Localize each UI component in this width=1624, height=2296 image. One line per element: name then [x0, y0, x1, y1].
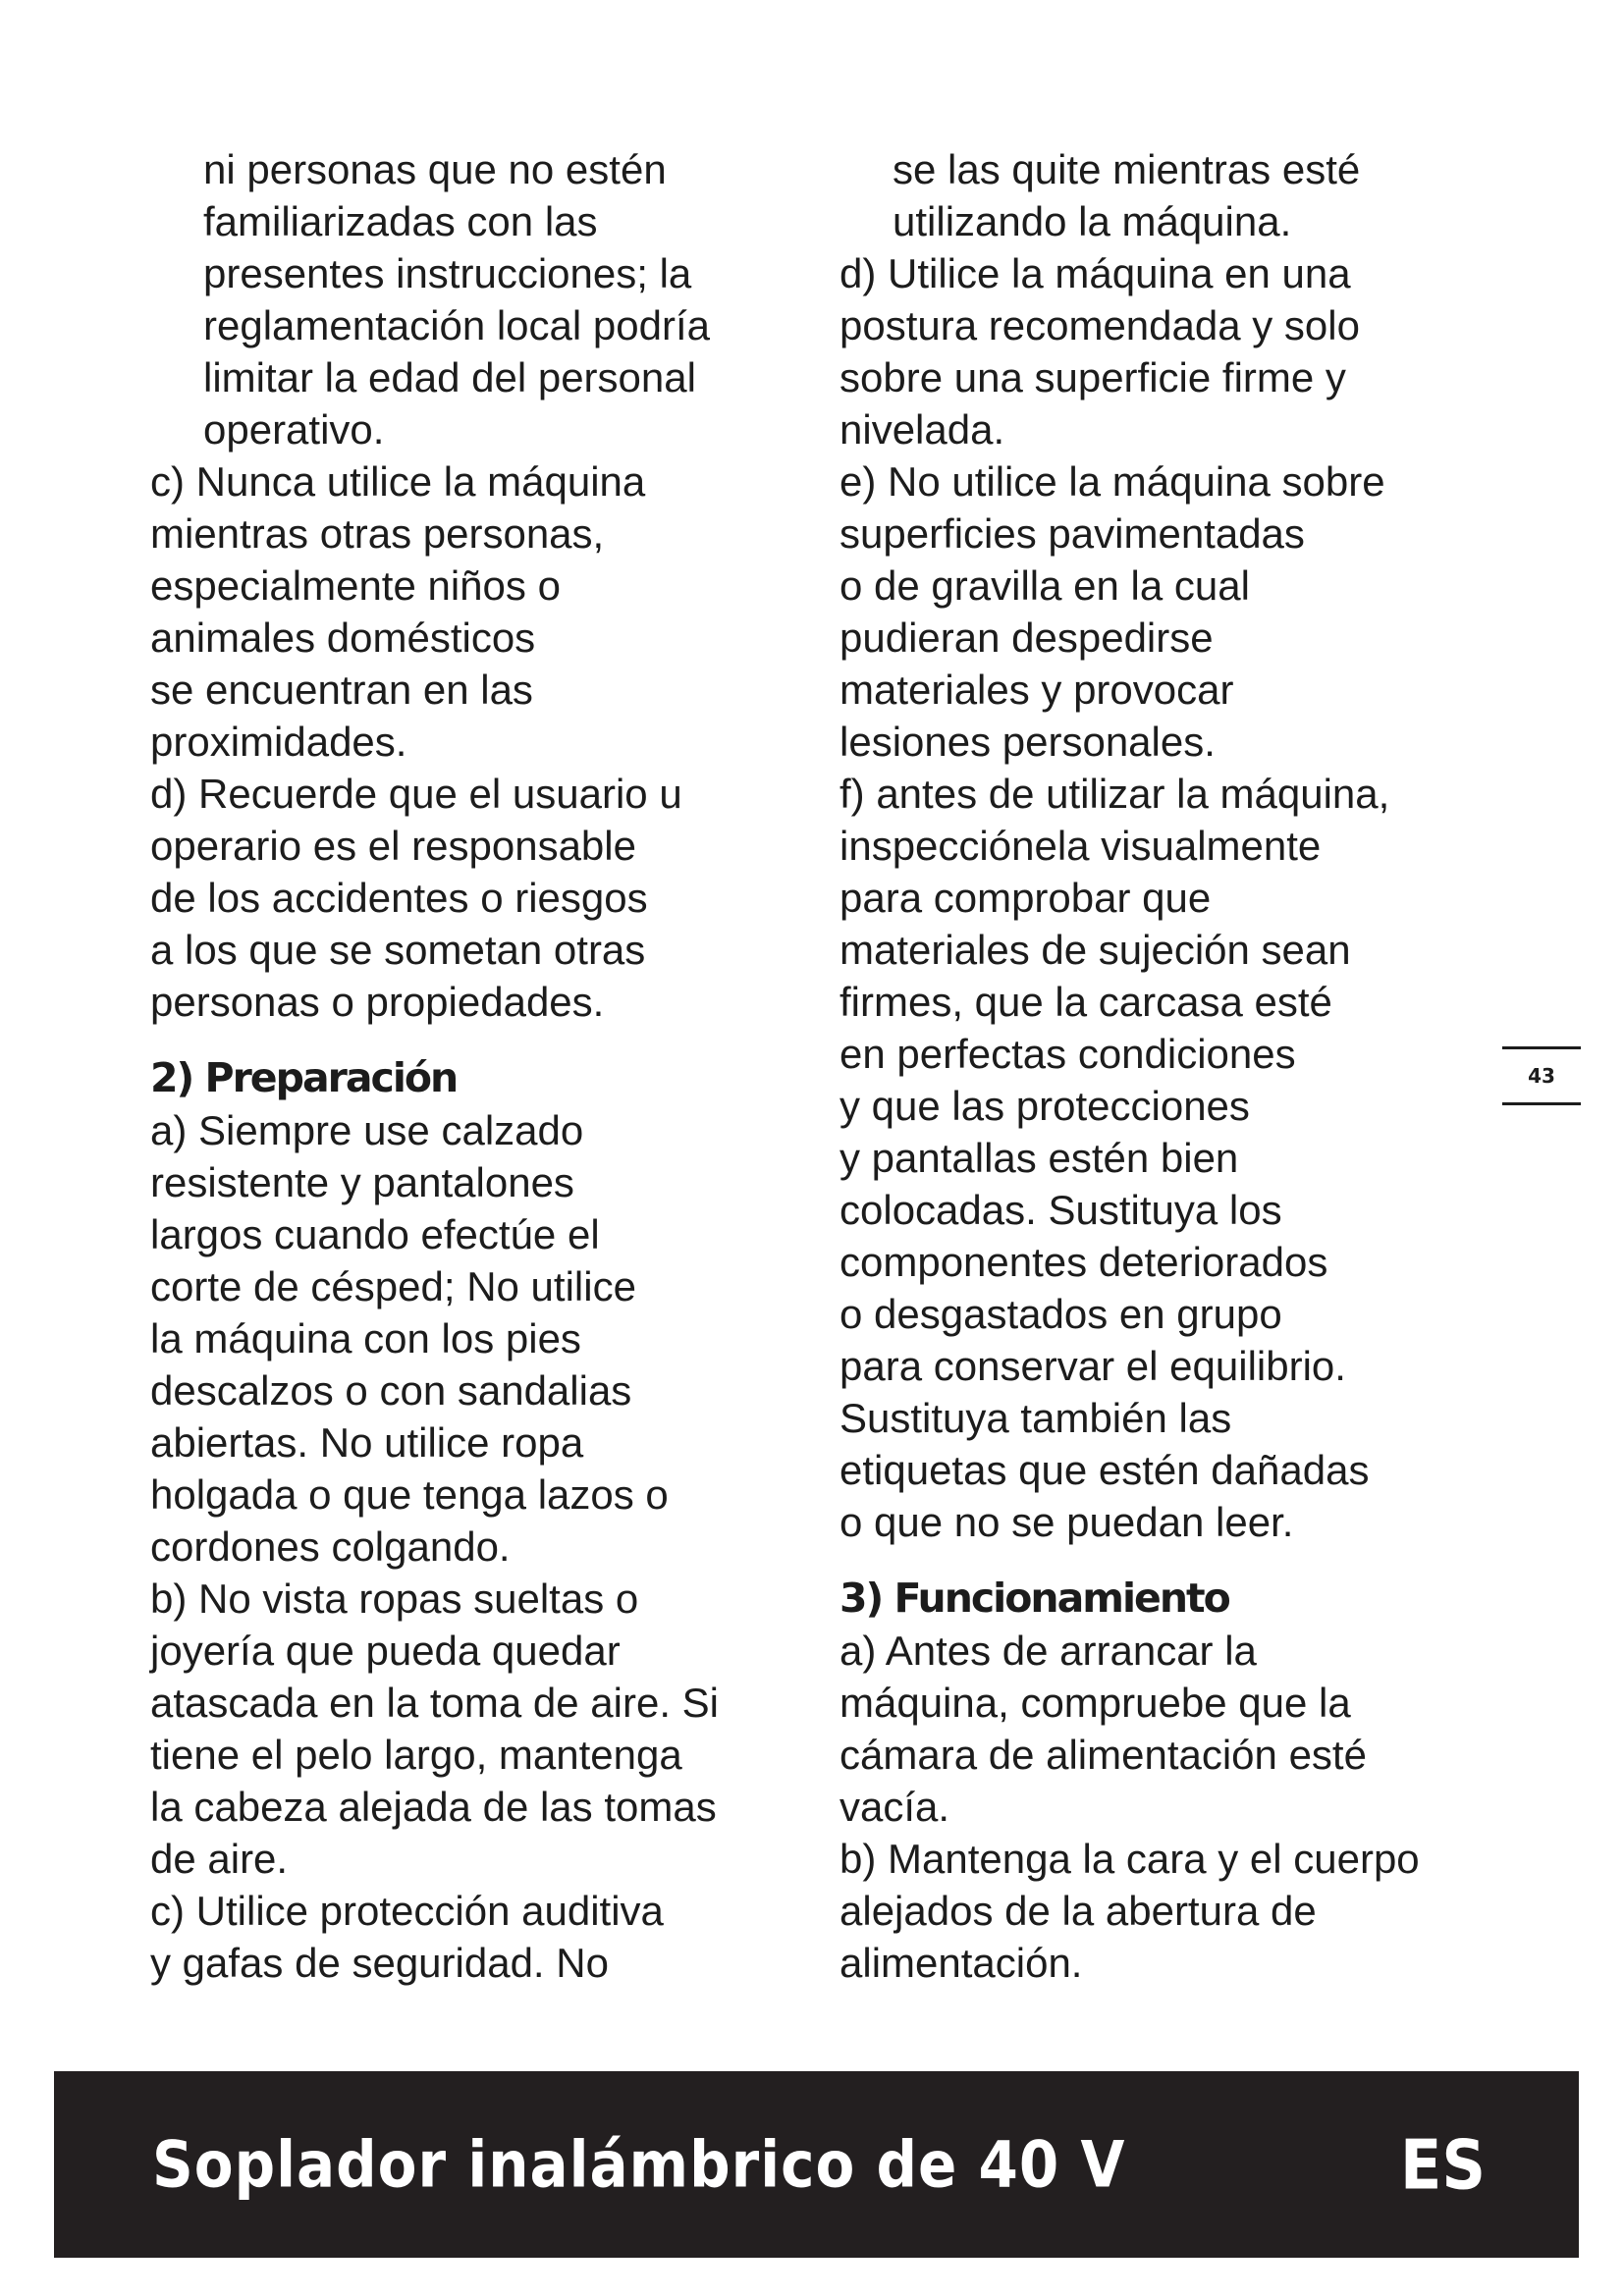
text-line: colocadas. Sustituya los: [839, 1187, 1282, 1233]
text-line: para conservar el equilibrio.: [839, 1343, 1346, 1389]
text-line: máquina, compruebe que la: [839, 1680, 1351, 1726]
text-line: tiene el pelo largo, mantenga: [150, 1732, 682, 1778]
text-line: e) No utilice la máquina sobre: [839, 458, 1385, 505]
text-line: o desgastados en grupo: [839, 1291, 1282, 1337]
text-line: familiarizadas con las: [203, 198, 598, 244]
text-line: c) Utilice protección auditiva: [150, 1888, 664, 1934]
text-line: o de gravilla en la cual: [839, 562, 1250, 609]
list-item-continued: [150, 143, 798, 455]
text-line: se encuentran en las: [150, 667, 533, 713]
text-line: reglamentación local podría: [203, 302, 710, 348]
text-line: limitar la edad del personal: [203, 354, 696, 400]
text-line: Sustituya también las: [839, 1395, 1232, 1441]
text-line: mientras otras personas,: [150, 510, 605, 557]
text-line: operativo.: [203, 406, 385, 453]
footer-title: Soplador inalámbrico de 40 V: [152, 2126, 1126, 2203]
text-line: especialmente niños o: [150, 562, 561, 609]
text-line: d) Utilice la máquina en una: [839, 250, 1351, 296]
section-heading-funcionamiento: 3) Funcionamiento: [839, 1575, 1229, 1622]
text-line: ni personas que no estén: [203, 146, 667, 192]
text-line: de aire.: [150, 1836, 289, 1882]
text-line: nivelada.: [839, 406, 1005, 453]
text-line: a) Antes de arrancar la: [839, 1628, 1257, 1674]
language-code: ES: [1399, 2124, 1486, 2205]
text-line: c) Nunca utilice la máquina: [150, 458, 646, 505]
left-column: [150, 143, 798, 1989]
text-line: animales domésticos: [150, 614, 536, 661]
text-line: joyería que pueda quedar: [150, 1628, 621, 1674]
text-line: proximidades.: [150, 719, 407, 765]
text-line: la máquina con los pies: [150, 1315, 581, 1362]
list-item-c: [150, 455, 798, 768]
text-line: alimentación.: [839, 1940, 1083, 1986]
text-line: en perfectas condiciones: [839, 1031, 1296, 1077]
text-line: a los que se sometan otras: [150, 927, 646, 973]
text-line: postura recomendada y solo: [839, 302, 1360, 348]
list-item-a: [839, 1625, 1497, 1833]
text-line: materiales y provocar: [839, 667, 1234, 713]
text-line: de los accidentes o riesgos: [150, 875, 648, 921]
list-item-d: [839, 247, 1497, 455]
text-line: inspecciónela visualmente: [839, 823, 1322, 869]
text-line: operario es el responsable: [150, 823, 636, 869]
text-line: b) Mantenga la cara y el cuerpo: [839, 1836, 1420, 1882]
page-number: 43: [1502, 1046, 1581, 1105]
text-line: componentes deteriorados: [839, 1239, 1328, 1285]
text-line: cordones colgando.: [150, 1523, 511, 1570]
text-line: holgada o que tenga lazos o: [150, 1471, 669, 1518]
text-line: presentes instrucciones; la: [203, 250, 692, 296]
text-line: para comprobar que: [839, 875, 1212, 921]
text-line: corte de césped; No utilice: [150, 1263, 636, 1309]
text-line: cámara de alimentación esté: [839, 1732, 1367, 1778]
text-line: f) antes de utilizar la máquina,: [839, 771, 1390, 817]
text-line: alejados de la abertura de: [839, 1888, 1317, 1934]
text-line: a) Siempre use calzado: [150, 1107, 584, 1153]
text-line: descalzos o con sandalias: [150, 1367, 632, 1414]
list-item-f: [839, 768, 1497, 1548]
text-line: atascada en la toma de aire. Si: [150, 1680, 720, 1726]
text-line: utilizando la máquina.: [893, 198, 1292, 244]
text-line: lesiones personales.: [839, 719, 1216, 765]
list-item-continued: [839, 143, 1497, 247]
section-heading-preparacion: 2) Preparación: [150, 1054, 458, 1101]
text-line: b) No vista ropas sueltas o: [150, 1575, 639, 1622]
text-line: la cabeza alejada de las tomas: [150, 1784, 717, 1830]
list-item-e: [839, 455, 1497, 768]
list-item-b: [150, 1573, 798, 1885]
text-line: firmes, que la carcasa esté: [839, 979, 1332, 1025]
list-item-b: [839, 1833, 1497, 1989]
text-line: vacía.: [839, 1784, 950, 1830]
right-column: [839, 143, 1497, 1989]
text-line: etiquetas que estén dañadas: [839, 1447, 1370, 1493]
text-line: se las quite mientras esté: [893, 146, 1361, 192]
text-line: y que las protecciones: [839, 1083, 1250, 1129]
text-line: personas o propiedades.: [150, 979, 605, 1025]
text-line: largos cuando efectúe el: [150, 1211, 600, 1257]
text-line: resistente y pantalones: [150, 1159, 574, 1205]
list-item-c: [150, 1885, 798, 1989]
text-line: materiales de sujeción sean: [839, 927, 1351, 973]
text-line: y pantallas estén bien: [839, 1135, 1239, 1181]
text-line: y gafas de seguridad. No: [150, 1940, 609, 1986]
text-line: abiertas. No utilice ropa: [150, 1419, 584, 1466]
text-line: pudieran despedirse: [839, 614, 1214, 661]
text-line: superficies pavimentadas: [839, 510, 1305, 557]
list-item-a: [150, 1104, 798, 1573]
text-line: sobre una superficie firme y: [839, 354, 1346, 400]
footer-bar: [54, 2071, 1579, 2258]
text-line: d) Recuerde que el usuario u: [150, 771, 682, 817]
text-line: o que no se puedan leer.: [839, 1499, 1294, 1545]
list-item-d: [150, 768, 798, 1028]
